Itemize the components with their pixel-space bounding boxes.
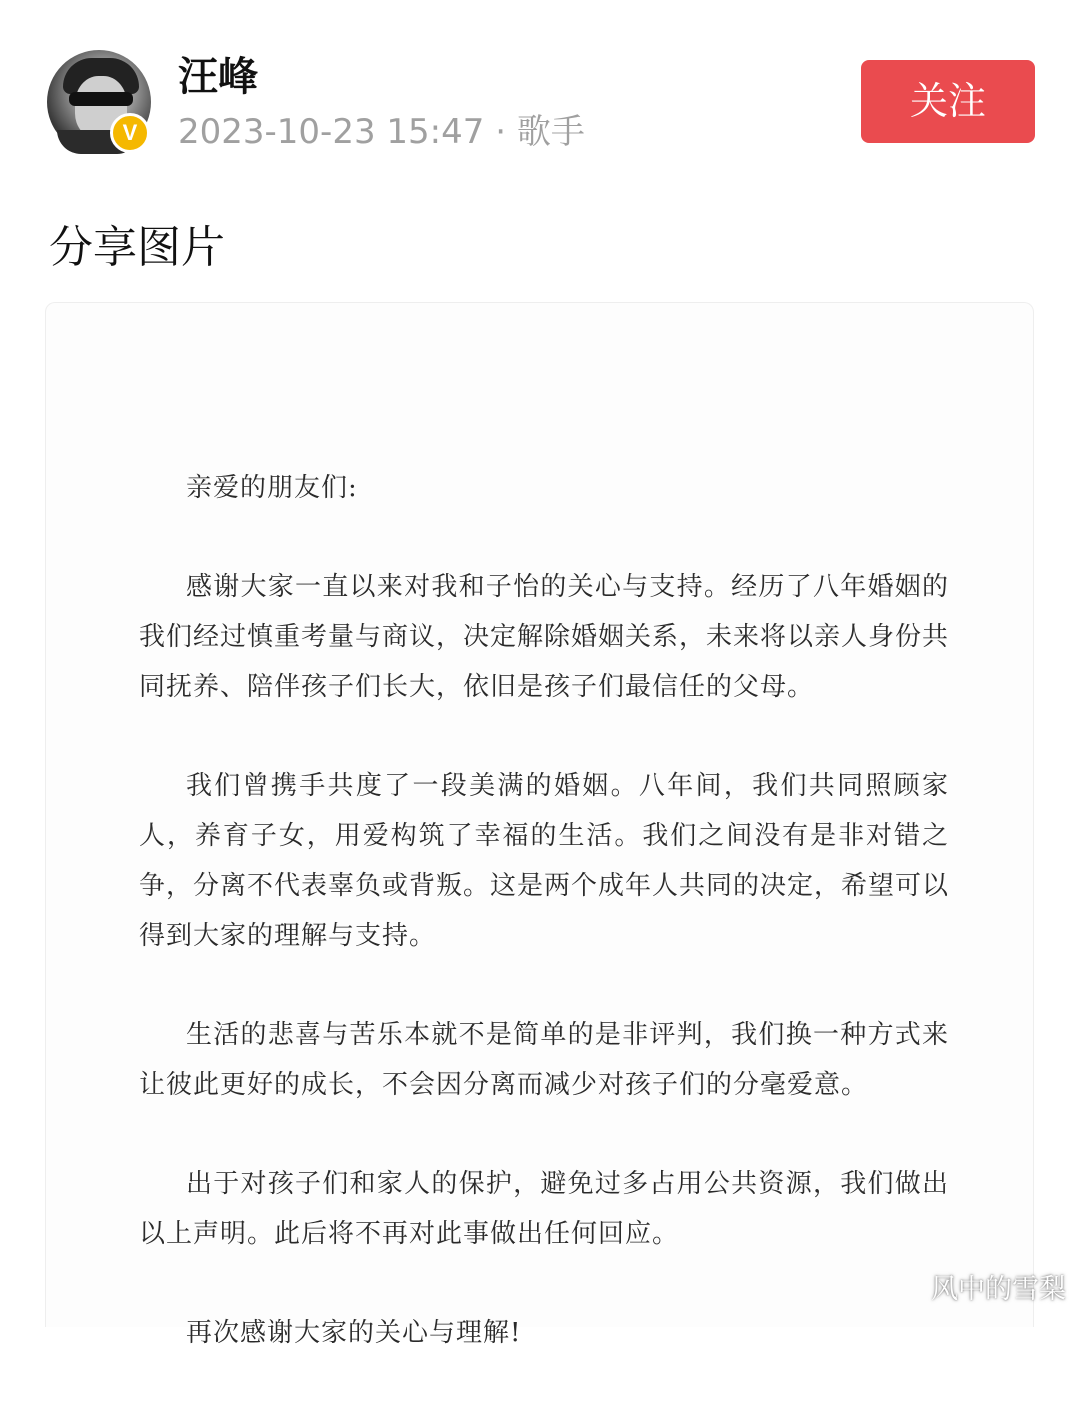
watermark: 风中的雪梨 bbox=[931, 1274, 1066, 1305]
username[interactable]: 汪峰 bbox=[178, 54, 258, 100]
statement-letter bbox=[139, 463, 949, 1407]
post-text: 分享图片 bbox=[49, 222, 225, 273]
letter-paragraph: 出于对孩子们和家人的保护，避免过多占用公共资源，我们做出以上声明。此后将不再对此事做出任何回应。 bbox=[139, 1169, 949, 1249]
avatar-glasses bbox=[69, 92, 133, 106]
meta-separator: · bbox=[484, 112, 517, 152]
letter-greeting: 亲爱的朋友们: bbox=[186, 473, 358, 503]
user-tag: 歌手 bbox=[516, 112, 585, 152]
letter-paragraph: 再次感谢大家的关心与理解! bbox=[186, 1318, 522, 1348]
verified-badge-icon: V bbox=[110, 113, 150, 153]
letter-paragraph: 生活的悲喜与苦乐本就不是简单的是非评判，我们换一种方式来让彼此更好的成长，不会因分离而减少对孩子们的分毫爱意。 bbox=[139, 1020, 949, 1100]
follow-button[interactable]: 关注 bbox=[861, 60, 1035, 143]
post-timestamp: 2023-10-23 15:47 bbox=[178, 112, 485, 152]
post-meta bbox=[178, 110, 585, 154]
letter-paragraph: 我们曾携手共度了一段美满的婚姻。八年间，我们共同照顾家人，养育子女，用爱构筑了幸福的生活。我们之间没有是非对错之争，分离不代表辜负或背叛。这是两个成年人共同的决定，希望可以得到大家的理解与支持。 bbox=[139, 771, 950, 951]
shared-image[interactable] bbox=[45, 302, 1034, 1348]
letter-paragraph: 感谢大家一直以来对我和子怡的关心与支持。经历了八年婚姻的我们经过慎重考量与商议，决定解除婚姻关系，未来将以亲人身份共同抚养、陪伴孩子们长大，依旧是孩子们最信任的父母。 bbox=[139, 572, 950, 702]
post-header bbox=[0, 0, 1080, 200]
